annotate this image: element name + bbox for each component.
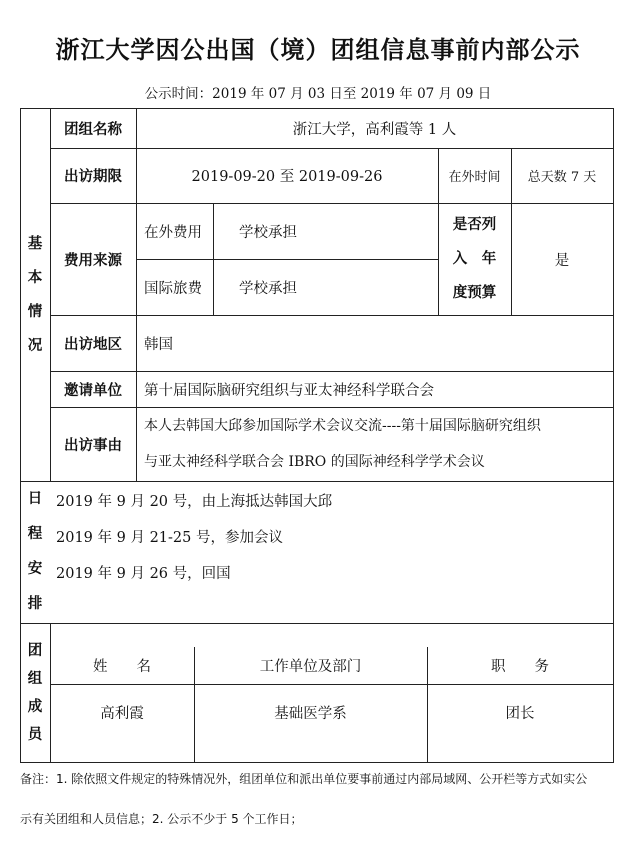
schedule-item: 2019 年 9 月 20 号，由上海抵达韩国大邱 <box>56 494 333 510</box>
inviter-label: 邀请单位 <box>64 382 122 399</box>
schedule-item: 2019 年 9 月 21-25 号，参加会议 <box>56 530 283 546</box>
budget-value: 是 <box>554 252 570 269</box>
abroad-cost-label: 在外费用 <box>144 224 202 241</box>
inviter-value: 第十届国际脑研究组织与亚太神经科学联合会 <box>144 382 434 399</box>
member-header-unit: 工作单位及部门 <box>259 659 362 675</box>
member-header-name: 姓 名 <box>93 659 151 675</box>
member-header-position: 职 务 <box>491 659 549 675</box>
member-position: 团长 <box>505 705 535 722</box>
abroad-time-label: 在外时间 <box>448 170 501 185</box>
intl-travel-value: 学校承担 <box>239 280 297 297</box>
period-value: 2019-09-20 至 2019-09-26 <box>191 169 383 185</box>
region-label: 出访地区 <box>64 336 122 353</box>
purpose-label: 出访事由 <box>64 437 122 454</box>
region-value: 韩国 <box>144 336 173 353</box>
abroad-time-value: 总天数 7 天 <box>527 170 597 185</box>
member-unit: 基础医学系 <box>274 705 347 722</box>
schedule-section-label: 日 程 安 排 <box>27 491 43 612</box>
period-label: 出访期限 <box>64 169 122 185</box>
members-section-label: 团 组 成 员 <box>27 642 43 743</box>
schedule-item: 2019 年 9 月 26 号，回国 <box>56 566 231 582</box>
footnote-line-1: 备注：1. 除依照文件规定的特殊情况外，组团单位和派出单位要事前通过内部局域网、公开栏等方式如实公 <box>20 772 588 786</box>
notice-period: 公示时间：2019 年 07 月 03 日至 2019 年 07 月 09 日 <box>144 86 492 102</box>
abroad-cost-value: 学校承担 <box>239 224 297 241</box>
basic-section-label: 基 本 情 况 <box>27 235 43 354</box>
purpose-value: 本人去韩国大邱参加国际学术会议交流----第十届国际脑研究组织 与亚太神经科学联合会 IBRO 的国际神经科学学术会议 <box>144 418 541 470</box>
footnote-line-2: 示有关团组和人员信息；2. 公示不少于 5 个工作日； <box>20 812 303 826</box>
budget-label: 是否列 入 年 度预算 <box>452 217 497 301</box>
fund-source-label: 费用来源 <box>64 252 122 269</box>
schedule-list <box>56 484 606 592</box>
member-name: 高利霞 <box>100 705 144 722</box>
group-name-value: 浙江大学，高利霞等 1 人 <box>292 121 457 138</box>
group-name-label: 团组名称 <box>64 121 122 138</box>
page-title: 浙江大学因公出国（境）团组信息事前内部公示 <box>55 36 581 64</box>
intl-travel-label: 国际旅费 <box>144 280 202 297</box>
